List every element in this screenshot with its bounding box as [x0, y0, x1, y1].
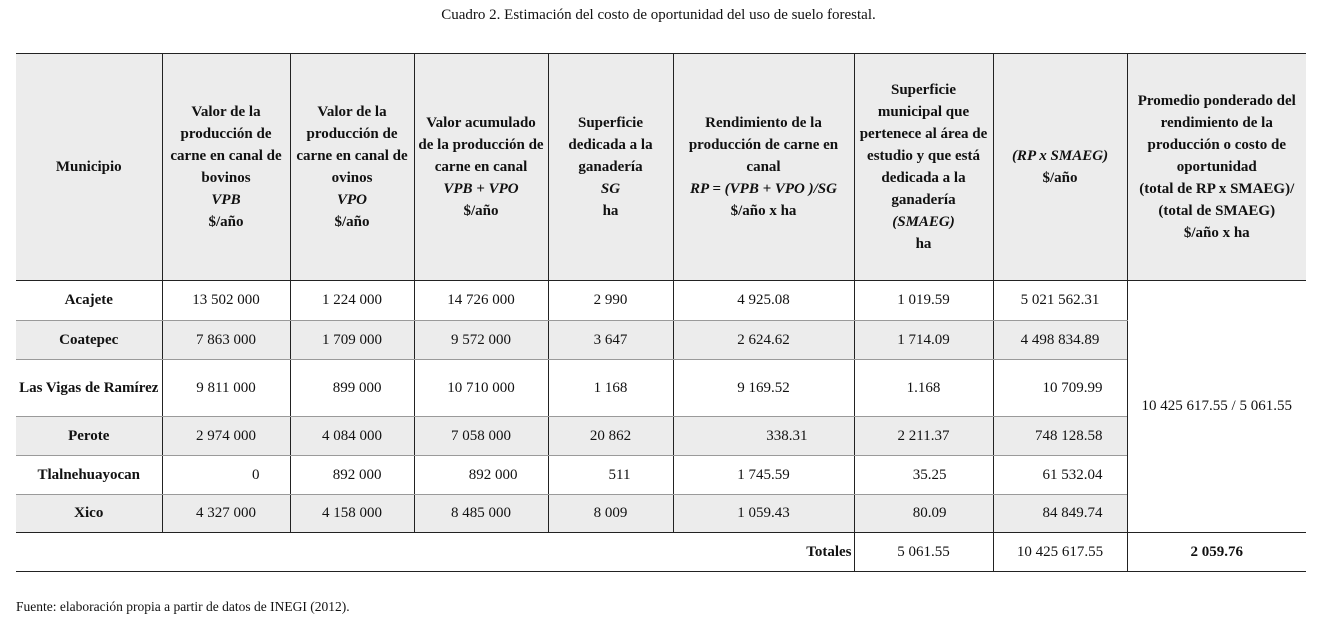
cell-rp: 338.31: [673, 417, 854, 456]
header-symbol: VPB + VPO: [443, 181, 519, 197]
header-symbol: SG: [600, 181, 621, 197]
total-promedio: 2 059.76: [1127, 533, 1306, 572]
cell-smaeg: 2 211.37: [854, 417, 993, 456]
cell-vpb: 2 974 000: [162, 417, 290, 456]
header-label: Rendimiento de la producción de carne en canal: [688, 115, 839, 175]
cell-vpb: 0: [162, 456, 290, 495]
table-row: [16, 495, 1306, 533]
cell-municipio: Perote: [16, 417, 162, 456]
cell-rp: 9 169.52: [673, 360, 854, 417]
header-label: Valor de la producción de carne en canal de ovinos: [296, 104, 408, 186]
cell-sg: 3 647: [548, 321, 673, 360]
header-unit: $/año: [208, 214, 244, 230]
cell-smaeg: 1 019.59: [854, 281, 993, 321]
cell-vpb: 13 502 000: [162, 281, 290, 321]
cell-rp: 1 745.59: [673, 456, 854, 495]
total-rpxsmaeg: 10 425 617.55: [993, 533, 1127, 572]
header-unit: ha: [915, 236, 932, 252]
cell-rpxsmaeg: 61 532.04: [993, 456, 1127, 495]
cell-acumulado: 7 058 000: [414, 417, 548, 456]
header-symbol: VPO: [337, 192, 367, 208]
cell-rp: 4 925.08: [673, 281, 854, 321]
col-header-rp: [673, 54, 854, 281]
header-unit: $/año x ha: [730, 203, 797, 219]
total-smaeg: 5 061.55: [854, 533, 993, 572]
cell-municipio: Coatepec: [16, 321, 162, 360]
header-label: Superficie dedicada a la ganadería: [568, 115, 653, 175]
cell-vpb: 4 327 000: [162, 495, 290, 533]
cell-smaeg: 80.09: [854, 495, 993, 533]
cell-rpxsmaeg: 748 128.58: [993, 417, 1127, 456]
cell-vpo: 4 084 000: [290, 417, 414, 456]
col-header-municipio: [16, 54, 162, 281]
cell-acumulado: 10 710 000: [414, 360, 548, 417]
cell-sg: 2 990: [548, 281, 673, 321]
header-unit: ha: [602, 203, 619, 219]
table-row: [16, 321, 1306, 360]
cell-smaeg: 1 714.09: [854, 321, 993, 360]
cell-acumulado: 8 485 000: [414, 495, 548, 533]
col-header-acumulado: [414, 54, 548, 281]
cell-sg: 20 862: [548, 417, 673, 456]
cell-municipio: Acajete: [16, 281, 162, 321]
col-header-smaeg: [854, 54, 993, 281]
header-label: Superficie municipal que pertenece al área de estudio y que está dedicada a la ganadería: [859, 82, 988, 208]
header-symbol: (SMAEG): [892, 214, 955, 230]
col-header-vpb: [162, 54, 290, 281]
cost-table: [16, 53, 1306, 572]
cell-vpb: 9 811 000: [162, 360, 290, 417]
header-unit: $/año: [334, 214, 370, 230]
header-row: [16, 54, 1306, 281]
col-header-sg: [548, 54, 673, 281]
col-header-vpo: [290, 54, 414, 281]
cell-vpo: 892 000: [290, 456, 414, 495]
header-label: Municipio: [55, 159, 122, 175]
table-row: [16, 281, 1306, 321]
col-header-rpxsmaeg: [993, 54, 1127, 281]
table-row: [16, 360, 1306, 417]
cell-vpo: 899 000: [290, 360, 414, 417]
cell-rpxsmaeg: 5 021 562.31: [993, 281, 1127, 321]
cell-vpo: 4 158 000: [290, 495, 414, 533]
table-row: [16, 456, 1306, 495]
totals-label: Totales: [16, 533, 854, 572]
cell-promedio: 10 425 617.55 / 5 061.55: [1127, 281, 1306, 533]
col-header-promedio: [1127, 54, 1306, 281]
header-unit: $/año x ha: [1183, 225, 1250, 241]
cell-rpxsmaeg: 84 849.74: [993, 495, 1127, 533]
cell-municipio: Las Vigas de Ramírez: [16, 360, 162, 417]
cell-vpo: 1 224 000: [290, 281, 414, 321]
header-symbol: VPB: [211, 192, 241, 208]
cell-municipio: Xico: [16, 495, 162, 533]
header-label: Valor de la producción de carne en canal de bovinos: [170, 104, 282, 186]
totals-row: [16, 533, 1306, 572]
cell-smaeg: 1.168: [854, 360, 993, 417]
cell-rp: 1 059.43: [673, 495, 854, 533]
header-unit: $/año: [463, 203, 499, 219]
cell-rpxsmaeg: 10 709.99: [993, 360, 1127, 417]
cell-rpxsmaeg: 4 498 834.89: [993, 321, 1127, 360]
source-note: Fuente: elaboración propia a partir de datos de INEGI (2012).: [16, 599, 350, 614]
cell-smaeg: 35.25: [854, 456, 993, 495]
header-label: Valor acumulado de la producción de carne en canal: [418, 115, 544, 175]
cell-rp: 2 624.62: [673, 321, 854, 360]
header-formula: (total de RP x SMAEG)/ (total de SMAEG): [1139, 181, 1295, 219]
table-row: [16, 417, 1306, 456]
cell-acumulado: 14 726 000: [414, 281, 548, 321]
cell-municipio: Tlalnehuayocan: [16, 456, 162, 495]
cell-sg: 1 168: [548, 360, 673, 417]
cell-vpb: 7 863 000: [162, 321, 290, 360]
cell-acumulado: 892 000: [414, 456, 548, 495]
cell-acumulado: 9 572 000: [414, 321, 548, 360]
cell-sg: 8 009: [548, 495, 673, 533]
header-label: Promedio ponderado del rendimiento de la producción o costo de oportunidad: [1137, 93, 1296, 175]
table-caption: Cuadro 2. Estimación del costo de oportunidad del uso de suelo forestal.: [441, 7, 876, 23]
header-symbol: (RP x SMAEG): [1011, 148, 1109, 164]
cell-vpo: 1 709 000: [290, 321, 414, 360]
cell-sg: 511: [548, 456, 673, 495]
header-unit: $/año: [1042, 170, 1078, 186]
header-formula: RP = (VPB + VPO )/SG: [690, 181, 837, 197]
